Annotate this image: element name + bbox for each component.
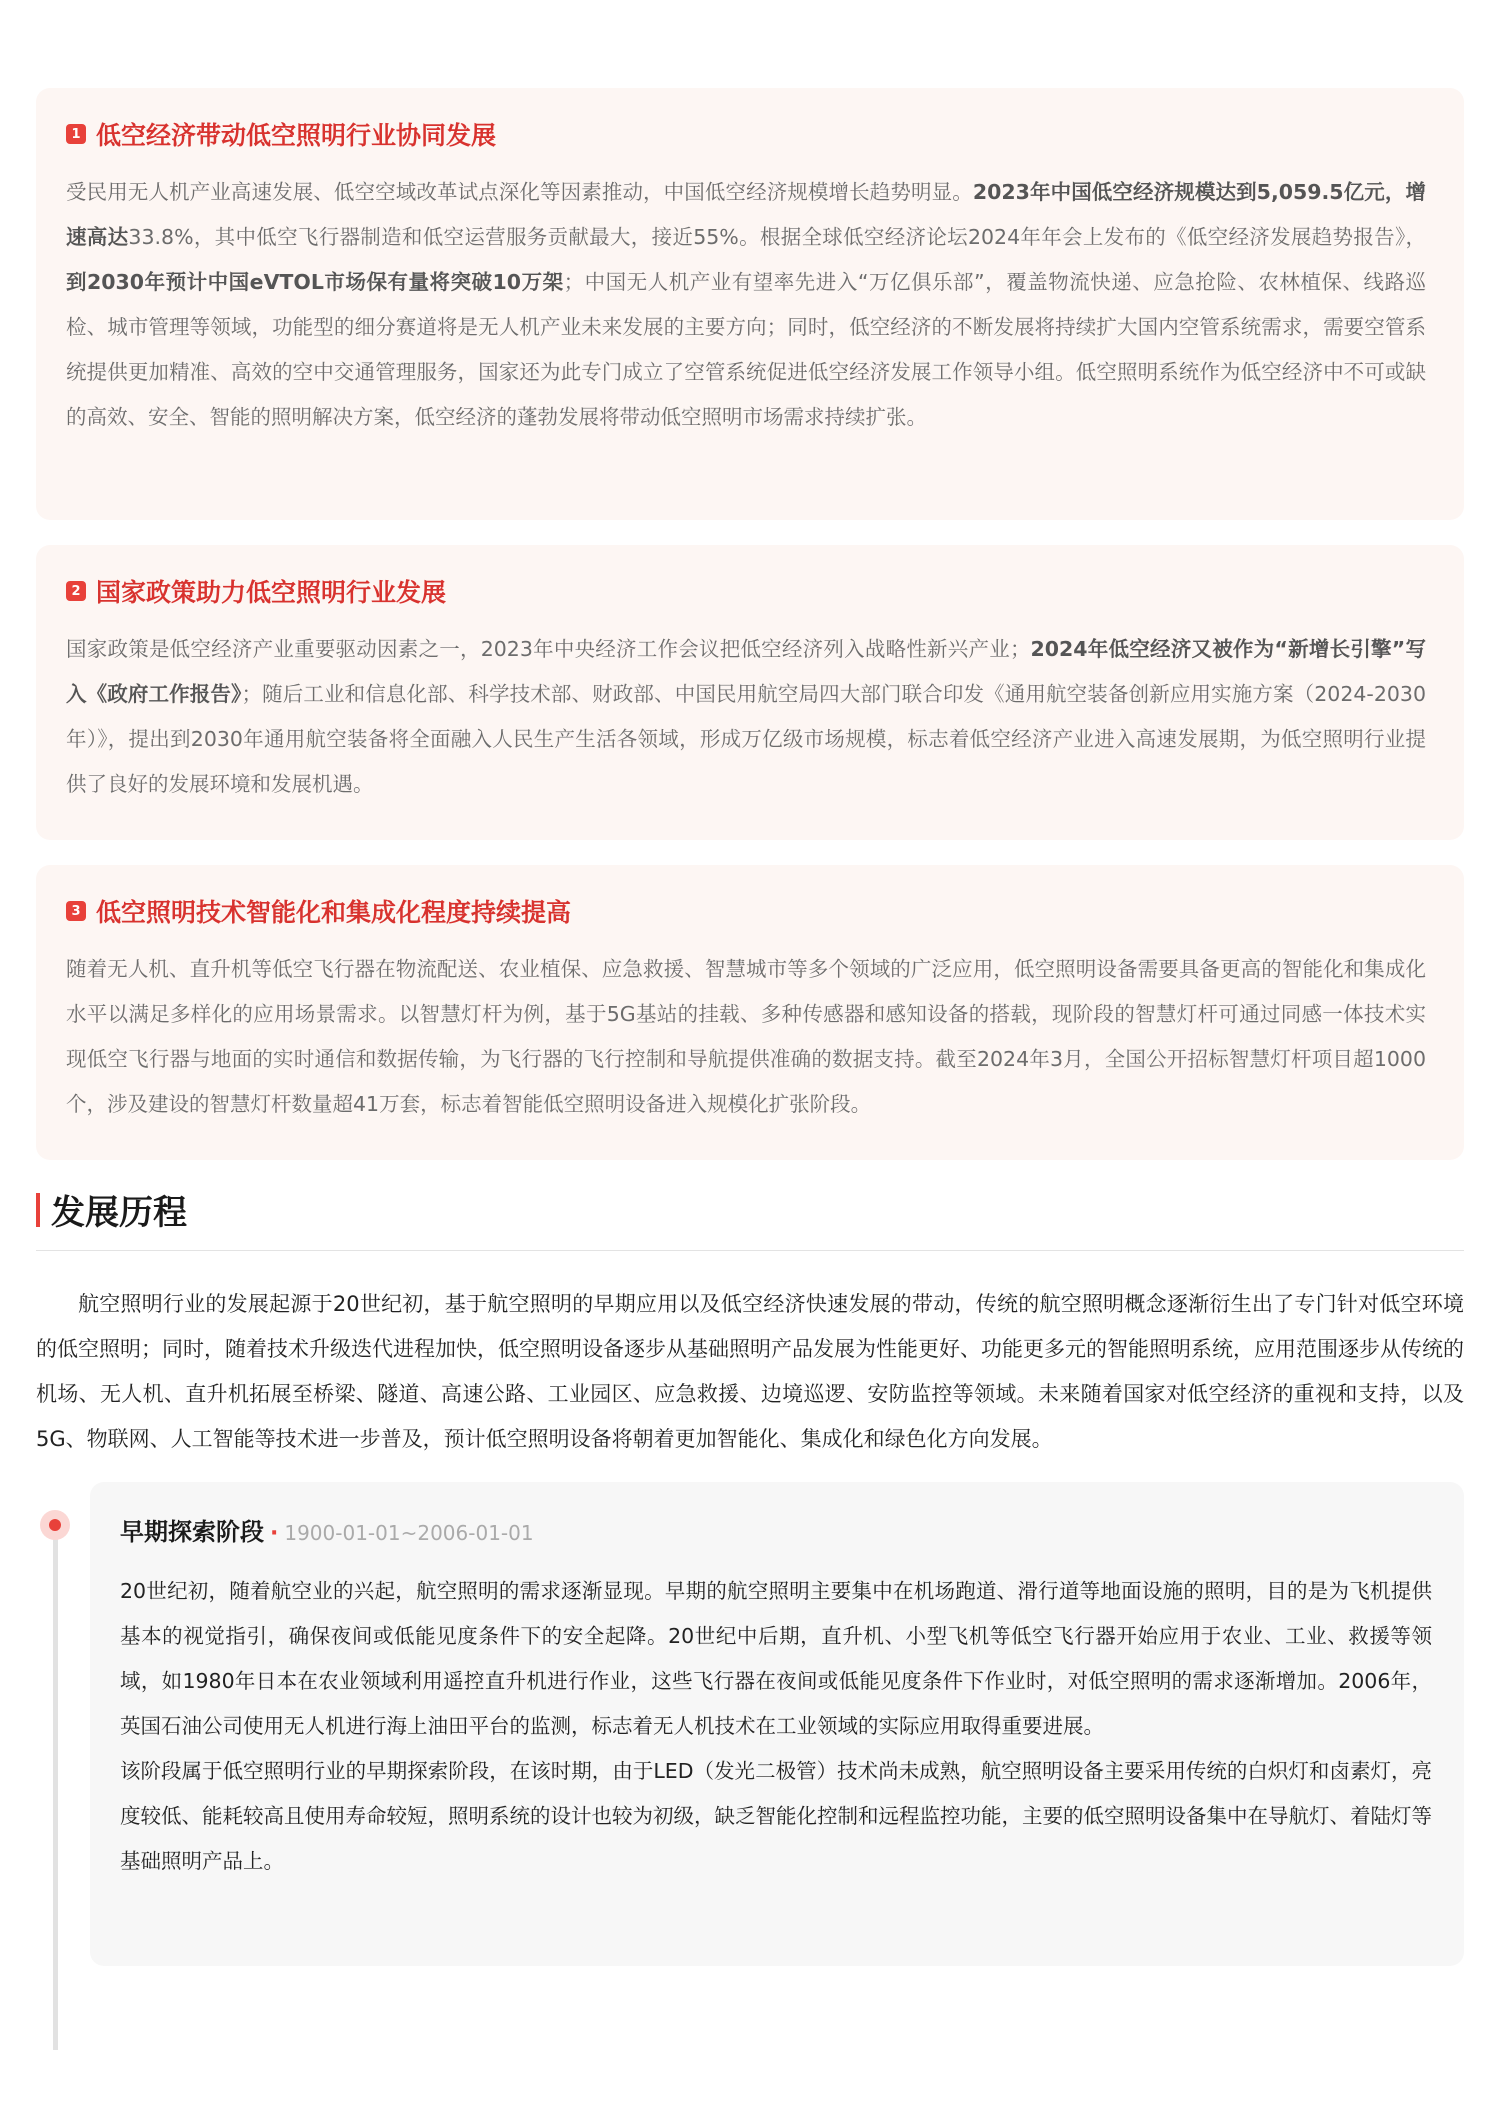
text-segment-bold: 2023年中国低空经济规模达到5,059.5亿元，增速高达	[66, 180, 1427, 249]
section-header	[36, 1185, 1464, 1251]
text-segment: ；随后工业和信息化部、科学技术部、财政部、中国民用航空局四大部门联合印发《通用航空装备创新应用实施方案（2024-2030年）》，提出到2030年通用航空装备将全面融入人民生产生活各领域，形成万亿级市场规模，标志着低空经济产业进入高速发展期，为低空照明行业提供了良好的发展环境和发展机遇。	[66, 682, 1426, 796]
info-card-1	[36, 88, 1464, 520]
card-header	[66, 116, 1426, 152]
card-title: 国家政策助力低空照明行业发展	[96, 578, 447, 607]
stage-body	[120, 1569, 1432, 1884]
stage-separator: ·	[270, 1521, 279, 1546]
timeline-stage-card	[90, 1482, 1464, 1966]
card-title: 低空照明技术智能化和集成化程度持续提高	[96, 898, 572, 927]
card-body	[66, 170, 1426, 440]
info-card-3	[36, 865, 1464, 1160]
stage-date-range: 1900-01-01~2006-01-01	[284, 1521, 534, 1545]
card-header	[66, 893, 1426, 929]
text-segment: 随着无人机、直升机等低空飞行器在物流配送、农业植保、应急救援、智慧城市等多个领域的广泛应用，低空照明设备需要具备更高的智能化和集成化水平以满足多样化的应用场景需求。以智慧灯杆为例，基于5G基站的挂载、多种传感器和感知设备的搭载，现阶段的智慧灯杆可通过同感一体技术实现低空飞行器与地面的实时通信和数据传输，为飞行器的飞行控制和导航提供准确的数据支持。截至2024年3月，全国公开招标智慧灯杆项目超1000个，涉及建设的智慧灯杆数量超41万套，标志着智能低空照明设备进入规模化扩张阶段。	[66, 957, 1426, 1116]
text-segment: 国家政策是低空经济产业重要驱动因素之一，2023年中央经济工作会议把低空经济列入战略性新兴产业；	[66, 637, 1031, 661]
card-body	[66, 947, 1426, 1127]
text-segment: 33.8%，其中低空飞行器制造和低空运营服务贡献最大，接近55%。根据全球低空经济论坛2024年年会上发布的《低空经济发展趋势报告》，	[128, 225, 1426, 249]
card-title: 低空经济带动低空照明行业协同发展	[96, 121, 497, 150]
section-intro: 航空照明行业的发展起源于20世纪初，基于航空照明的早期应用以及低空经济快速发展的带动，传统的航空照明概念逐渐衍生出了专门针对低空环境的低空照明；同时，随着技术升级迭代进程加快，低空照明设备逐步从基础照明产品发展为性能更好、功能更多元的智能照明系统，应用范围逐步从传统的机场、无人机、直升机拓展至桥梁、隧道、高速公路、工业园区、应急救援、边境巡逻、安防监控等领域。未来随着国家对低空经济的重视和支持，以及5G、物联网、人工智能等技术进一步普及，预计低空照明设备将朝着更加智能化、集成化和绿色化方向发展。	[36, 1292, 1464, 1451]
text-segment-bold: 到2030年预计中国eVTOL市场保有量将突破10万架	[66, 270, 564, 294]
info-card-2	[36, 545, 1464, 840]
text-segment-bold: 2024年低空经济又被作为“新增长引擎”写入《政府工作报告》	[66, 637, 1426, 706]
stage-paragraph: 20世纪初，随着航空业的兴起，航空照明的需求逐渐显现。早期的航空照明主要集中在机场跑道、滑行道等地面设施的照明，目的是为飞机提供基本的视觉指引，确保夜间或低能见度条件下的安全起降。20世纪中后期，直升机、小型飞机等低空飞行器开始应用于农业、工业、救援等领域，如1980年日本在农业领域利用遥控直升机进行作业，这些飞行器在夜间或低能见度条件下作业时，对低空照明的需求逐渐增加。2006年，英国石油公司使用无人机进行海上油田平台的监测，标志着无人机技术在工业领域的实际应用取得重要进展。	[120, 1579, 1432, 1738]
card-number-badge: 2	[66, 581, 86, 601]
stage-header	[120, 1512, 1432, 1547]
timeline-line	[53, 1530, 58, 2050]
text-segment: ；中国无人机产业有望率先进入“万亿俱乐部”，覆盖物流快递、应急抢险、农林植保、线路巡检、城市管理等领域，功能型的细分赛道将是无人机产业未来发展的主要方向；同时，低空经济的不断发展将持续扩大国内空管系统需求，需要空管系统提供更加精准、高效的空中交通管理服务，国家还为此专门成立了空管系统促进低空经济发展工作领导小组。低空照明系统作为低空经济中不可或缺的高效、安全、智能的照明解决方案，低空经济的蓬勃发展将带动低空照明市场需求持续扩张。	[66, 270, 1426, 429]
timeline-dot-icon	[40, 1510, 70, 1540]
text-segment: 受民用无人机产业高速发展、低空空域改革试点深化等因素推动，中国低空经济规模增长趋势明显。	[66, 180, 973, 204]
card-header	[66, 573, 1426, 609]
card-number-badge: 1	[66, 124, 86, 144]
card-number-badge: 3	[66, 901, 86, 921]
section-title: 发展历程	[51, 1193, 187, 1233]
card-body	[66, 627, 1426, 807]
stage-paragraph: 该阶段属于低空照明行业的早期探索阶段，在该时期，由于LED（发光二极管）技术尚未成熟，航空照明设备主要采用传统的白炽灯和卤素灯，亮度较低、能耗较高且使用寿命较短，照明系统的设计也较为初级，缺乏智能化控制和远程监控功能，主要的低空照明设备集中在导航灯、着陆灯等基础照明产品上。	[120, 1759, 1432, 1873]
stage-title: 早期探索阶段	[120, 1518, 264, 1546]
section-accent-bar	[36, 1193, 40, 1227]
timeline-dot-core	[49, 1519, 61, 1531]
